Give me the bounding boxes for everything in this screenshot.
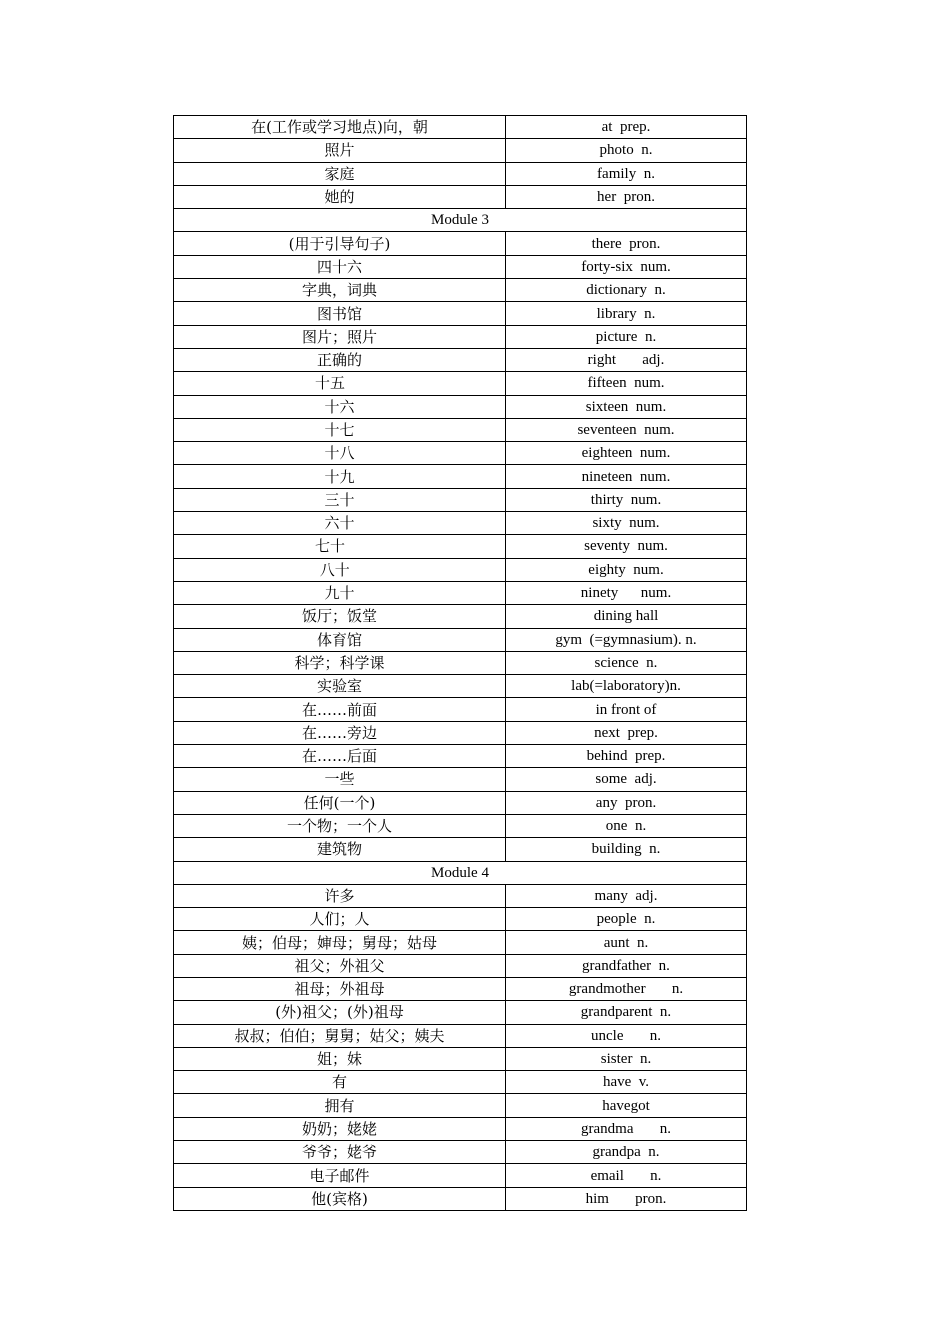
chinese-meaning-cell: 实验室	[174, 675, 506, 698]
english-word-cell: in front of	[506, 698, 747, 721]
table-row	[174, 279, 747, 302]
table-row	[174, 1187, 747, 1210]
english-word-cell: picture n.	[506, 325, 747, 348]
chinese-meaning-cell: 有	[174, 1071, 506, 1094]
english-word-cell: at prep.	[506, 116, 747, 139]
english-word-cell: nineteen num.	[506, 465, 747, 488]
chinese-meaning-cell: 图书馆	[174, 302, 506, 325]
english-word-cell: grandpa n.	[506, 1141, 747, 1164]
chinese-meaning-cell: 照片	[174, 139, 506, 162]
chinese-meaning-cell: 姨；伯母；婶母；舅母；姑母	[174, 931, 506, 954]
table-row	[174, 814, 747, 837]
table-row	[174, 162, 747, 185]
chinese-meaning-cell: 在……旁边	[174, 721, 506, 744]
english-word-cell: aunt n.	[506, 931, 747, 954]
chinese-meaning-cell: 在(工作或学习地点)向，朝	[174, 116, 506, 139]
english-word-cell: some adj.	[506, 768, 747, 791]
chinese-meaning-cell: 六十	[174, 512, 506, 535]
table-row	[174, 139, 747, 162]
chinese-meaning-cell: 祖父；外祖父	[174, 954, 506, 977]
english-word-cell: gym (=gymnasium). n.	[506, 628, 747, 651]
chinese-meaning-cell: 十六	[174, 395, 506, 418]
table-row	[174, 698, 747, 721]
table-row	[174, 628, 747, 651]
english-word-cell: dining hall	[506, 605, 747, 628]
table-row	[174, 954, 747, 977]
chinese-meaning-cell: 拥有	[174, 1094, 506, 1117]
module-heading: Module 4	[174, 861, 747, 884]
english-word-cell: have v.	[506, 1071, 747, 1094]
chinese-meaning-cell: 一些	[174, 768, 506, 791]
table-row	[174, 651, 747, 674]
vocabulary-table-body	[174, 116, 747, 1211]
table-row	[174, 418, 747, 441]
table-row	[174, 884, 747, 907]
english-word-cell: uncle n.	[506, 1024, 747, 1047]
chinese-meaning-cell: 祖母；外祖母	[174, 977, 506, 1000]
english-word-cell: there pron.	[506, 232, 747, 255]
chinese-meaning-cell: 三十	[174, 488, 506, 511]
english-word-cell: photo n.	[506, 139, 747, 162]
chinese-meaning-cell: 图片；照片	[174, 325, 506, 348]
table-row	[174, 535, 747, 558]
table-row	[174, 255, 747, 278]
english-word-cell: family n.	[506, 162, 747, 185]
table-row	[174, 1094, 747, 1117]
english-word-cell: right adj.	[506, 348, 747, 371]
chinese-meaning-cell: 她的	[174, 185, 506, 208]
english-word-cell: eighteen num.	[506, 442, 747, 465]
chinese-meaning-cell: 四十六	[174, 255, 506, 278]
chinese-meaning-cell: 十八	[174, 442, 506, 465]
english-word-cell: one n.	[506, 814, 747, 837]
table-row	[174, 1141, 747, 1164]
table-row	[174, 442, 747, 465]
chinese-meaning-cell: 建筑物	[174, 838, 506, 861]
table-row	[174, 1024, 747, 1047]
english-word-cell: seventeen num.	[506, 418, 747, 441]
chinese-meaning-cell: 七十	[174, 535, 506, 558]
table-row	[174, 791, 747, 814]
english-word-cell: eighty num.	[506, 558, 747, 581]
table-row	[174, 512, 747, 535]
english-word-cell: building n.	[506, 838, 747, 861]
chinese-meaning-cell: 十九	[174, 465, 506, 488]
table-row	[174, 488, 747, 511]
english-word-cell: fifteen num.	[506, 372, 747, 395]
chinese-meaning-cell: 家庭	[174, 162, 506, 185]
table-row	[174, 768, 747, 791]
table-row	[174, 1117, 747, 1140]
module-header-row	[174, 209, 747, 232]
english-word-cell: sixteen num.	[506, 395, 747, 418]
english-word-cell: grandfather n.	[506, 954, 747, 977]
english-word-cell: seventy num.	[506, 535, 747, 558]
table-row	[174, 116, 747, 139]
table-row	[174, 1047, 747, 1070]
chinese-meaning-cell: 叔叔；伯伯；舅舅；姑父；姨夫	[174, 1024, 506, 1047]
table-row	[174, 838, 747, 861]
module-header-row	[174, 861, 747, 884]
english-word-cell: sixty num.	[506, 512, 747, 535]
english-word-cell: people n.	[506, 908, 747, 931]
table-row	[174, 1001, 747, 1024]
english-word-cell: havegot	[506, 1094, 747, 1117]
chinese-meaning-cell: 人们；人	[174, 908, 506, 931]
table-row	[174, 1071, 747, 1094]
table-row	[174, 977, 747, 1000]
english-word-cell: grandma n.	[506, 1117, 747, 1140]
english-word-cell: lab(=laboratory)n.	[506, 675, 747, 698]
english-word-cell: dictionary n.	[506, 279, 747, 302]
chinese-meaning-cell: 姐；妹	[174, 1047, 506, 1070]
chinese-meaning-cell: 科学；科学课	[174, 651, 506, 674]
table-row	[174, 908, 747, 931]
table-row	[174, 348, 747, 371]
table-row	[174, 465, 747, 488]
table-row	[174, 185, 747, 208]
english-word-cell: any pron.	[506, 791, 747, 814]
english-word-cell: him pron.	[506, 1187, 747, 1210]
english-word-cell: many adj.	[506, 884, 747, 907]
table-row	[174, 1164, 747, 1187]
table-row	[174, 372, 747, 395]
chinese-meaning-cell: 任何(一个)	[174, 791, 506, 814]
chinese-meaning-cell: 一个物；一个人	[174, 814, 506, 837]
chinese-meaning-cell: 饭厅；饭堂	[174, 605, 506, 628]
table-row	[174, 395, 747, 418]
table-row	[174, 325, 747, 348]
english-word-cell: her pron.	[506, 185, 747, 208]
chinese-meaning-cell: 正确的	[174, 348, 506, 371]
chinese-meaning-cell: 电子邮件	[174, 1164, 506, 1187]
chinese-meaning-cell: 在……前面	[174, 698, 506, 721]
table-row	[174, 232, 747, 255]
table-row	[174, 605, 747, 628]
english-word-cell: next prep.	[506, 721, 747, 744]
chinese-meaning-cell: 体育馆	[174, 628, 506, 651]
english-word-cell: sister n.	[506, 1047, 747, 1070]
table-row	[174, 302, 747, 325]
english-word-cell: forty-six num.	[506, 255, 747, 278]
chinese-meaning-cell: 许多	[174, 884, 506, 907]
english-word-cell: ninety num.	[506, 581, 747, 604]
vocabulary-table	[173, 115, 747, 1211]
table-row	[174, 721, 747, 744]
english-word-cell: library n.	[506, 302, 747, 325]
english-word-cell: science n.	[506, 651, 747, 674]
english-word-cell: email n.	[506, 1164, 747, 1187]
chinese-meaning-cell: 八十	[174, 558, 506, 581]
chinese-meaning-cell: (外)祖父；(外)祖母	[174, 1001, 506, 1024]
chinese-meaning-cell: 九十	[174, 581, 506, 604]
table-row	[174, 581, 747, 604]
chinese-meaning-cell: 他(宾格)	[174, 1187, 506, 1210]
english-word-cell: grandmother n.	[506, 977, 747, 1000]
table-row	[174, 558, 747, 581]
english-word-cell: grandparent n.	[506, 1001, 747, 1024]
chinese-meaning-cell: 爷爷；姥爷	[174, 1141, 506, 1164]
chinese-meaning-cell: (用于引导句子)	[174, 232, 506, 255]
chinese-meaning-cell: 十七	[174, 418, 506, 441]
table-row	[174, 931, 747, 954]
chinese-meaning-cell: 奶奶；姥姥	[174, 1117, 506, 1140]
chinese-meaning-cell: 十五	[174, 372, 506, 395]
chinese-meaning-cell: 在……后面	[174, 745, 506, 768]
english-word-cell: behind prep.	[506, 745, 747, 768]
table-row	[174, 675, 747, 698]
table-row	[174, 745, 747, 768]
module-heading: Module 3	[174, 209, 747, 232]
chinese-meaning-cell: 字典，词典	[174, 279, 506, 302]
english-word-cell: thirty num.	[506, 488, 747, 511]
